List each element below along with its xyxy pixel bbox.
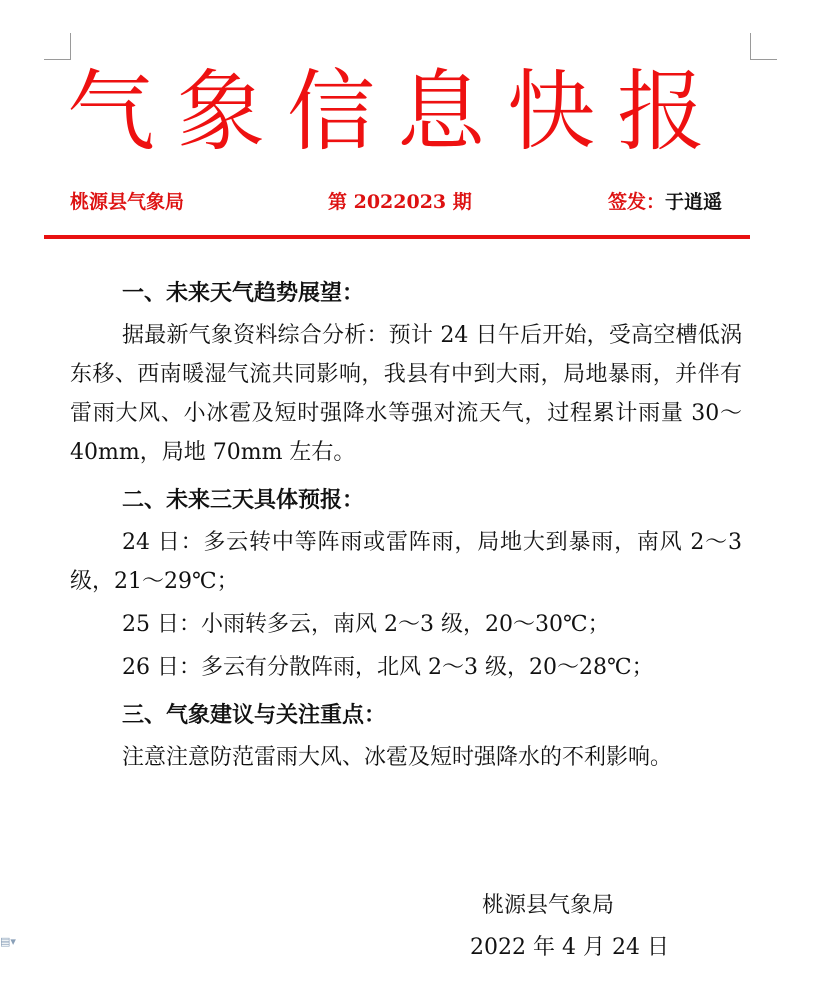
header-red-rule xyxy=(44,235,750,239)
section-heading-outlook: 一、未来天气趋势展望： xyxy=(122,280,365,306)
issuing-organization: 桃源县气象局 xyxy=(70,191,185,213)
forecast-day-24: 24 日：多云转中等阵雨或雷阵雨，局地大到暴雨，南风 2～3 级，21～29℃； xyxy=(70,530,742,594)
signer-name: 于逍遥 xyxy=(664,191,722,213)
document-title: 气象信息快报 xyxy=(66,60,727,163)
crop-mark-top-left xyxy=(44,33,71,60)
section-text-outlook: 据最新气象资料综合分析：预计 24 日午后开始，受高空槽低涡东移、西南暖湿气流共同影响，我县有中到大雨，局地暴雨，并伴有雷雨大风、小冰雹及短时强降水等强对流天气，过程累计雨量 30～40mm，局地 70mm 左右。 xyxy=(70,323,742,465)
document-widget-icon[interactable]: ▤▾ xyxy=(0,935,16,948)
section-heading-advice: 三、气象建议与关注重点： xyxy=(122,702,387,728)
signer-label: 签发： xyxy=(607,191,665,213)
document-body xyxy=(70,274,742,781)
crop-mark-top-right xyxy=(750,33,777,60)
issue-number: 第 2022023 期 xyxy=(328,191,472,213)
section-text-advice: 注意注意防范雷雨大风、冰雹及短时强降水的不利影响。 xyxy=(122,745,673,770)
section-heading-forecast: 二、未来三天具体预报： xyxy=(122,487,365,513)
forecast-day-25: 25 日：小雨转多云，南风 2～3 级，20～30℃； xyxy=(122,612,610,637)
header-meta-row xyxy=(70,188,722,216)
footer-date: 2022 年 4 月 24 日 xyxy=(470,935,669,960)
forecast-day-26: 26 日：多云有分散阵雨，北风 2～3 级，20～28℃； xyxy=(122,655,654,680)
signer xyxy=(608,188,722,216)
footer-organization: 桃源县气象局 xyxy=(482,893,615,918)
